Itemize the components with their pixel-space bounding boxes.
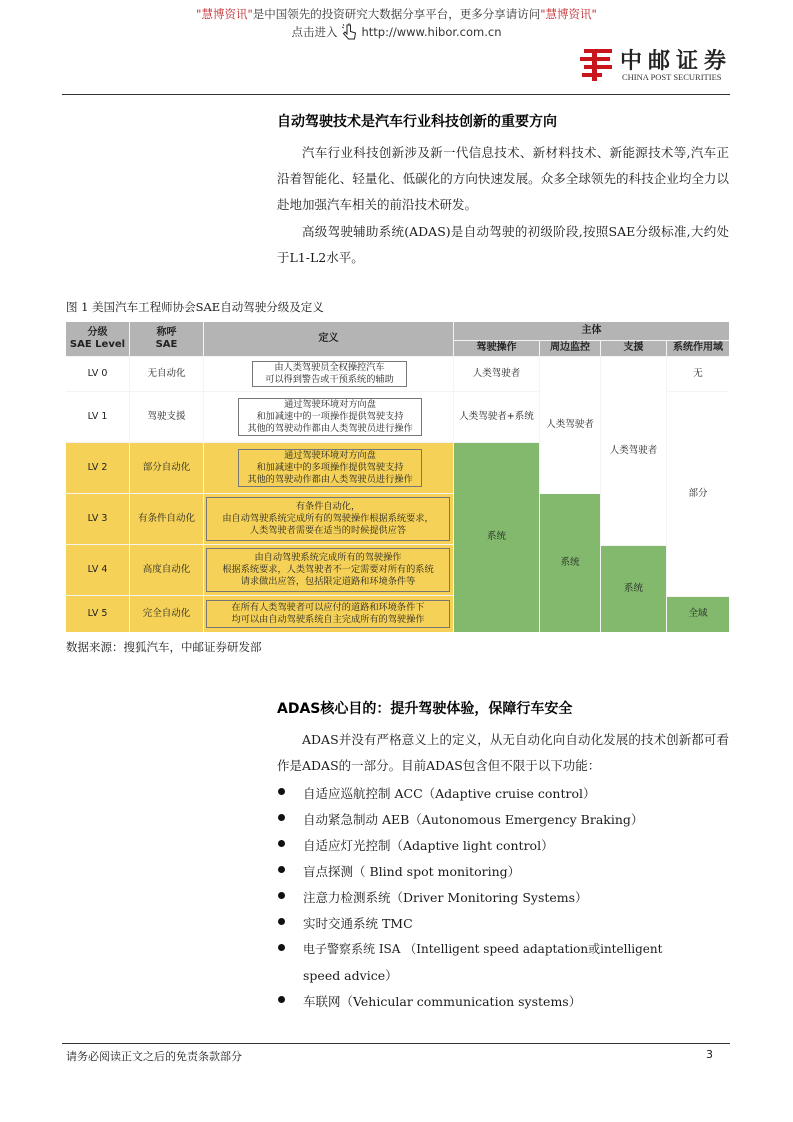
header-support: 支援 (601, 341, 666, 356)
section-body-2 (277, 727, 729, 779)
header-link-line[interactable] (0, 23, 793, 41)
name-cell: 高度自动化 (130, 545, 203, 595)
level-cell: LV 1 (66, 392, 129, 442)
bullet-dot (278, 944, 285, 951)
bullet-dot (278, 918, 285, 925)
bullet-item: 车联网（Vehicular communication systems） (303, 994, 582, 1009)
figure-caption: 图 1 美国汽车工程师协会SAE自动驾驶分级及定义 (66, 300, 324, 314)
definition-cell (204, 545, 453, 595)
definition-text: 有条件自动化， 由自动驾驶系统完成所有的驾驶操作根据系统要求， 人类驾驶者需要在适当的时候提供应答 (206, 497, 450, 541)
domain-none-cell: 无 (667, 357, 729, 391)
logo-chinese: 中邮证券 (620, 48, 733, 74)
definition-cell (204, 596, 453, 632)
header-divider (62, 94, 730, 95)
paragraph-1: 汽车行业科技创新涉及新一代信息技术、新材料技术、新能源技术等,汽车正沿着智能化、轻量化、低碳化的方向快速发展。众多全球领先的科技企业均全力以赴地加强汽车相关的前沿技术研发。 (277, 145, 729, 213)
sae-level-table (66, 322, 729, 632)
banner-text: 是中国领先的投资研究大数据分享平台，更多分享请访问 (252, 7, 541, 21)
name-cell: 完全自动化 (130, 596, 203, 632)
monitoring-human-cell: 人类驾驶者 (540, 357, 600, 494)
name-cell: 无自动化 (130, 357, 203, 391)
support-human-cell: 人类驾驶者 (601, 357, 666, 545)
domain-part-cell: 部分 (667, 392, 729, 596)
level-cell: LV 3 (66, 494, 129, 544)
name-cell: 部分自动化 (130, 443, 203, 493)
header-definition: 定义 (204, 322, 453, 356)
definition-text: 由自动驾驶系统完成所有的驾驶操作 根据系统要求，人类驾驶者不一定需要对所有的系统 请求做出应答，包括限定道路和环境条件等 (206, 548, 450, 592)
bullet-dot (278, 892, 285, 899)
definition-text: 在所有人类驾驶者可以应付的道路和环境条件下 均可以由自动驾驶系统自主完成所有的驾驶操作 (206, 600, 450, 628)
definition-cell (204, 392, 453, 442)
header-driving: 驾驶操作 (454, 341, 539, 356)
definition-cell (204, 357, 453, 391)
brand-name-2: "慧博资讯" (540, 7, 597, 21)
bullet-item: 实时交通系统 TMC (303, 916, 413, 931)
logo-english: CHINA POST SECURITIES (622, 72, 722, 82)
hand-pointer-icon (340, 23, 358, 41)
header-banner (0, 6, 793, 22)
name-cell: 有条件自动化 (130, 494, 203, 544)
definition-text: 由人类驾驶员全权操控汽车 可以得到警告或干预系统的辅助 (252, 361, 407, 387)
header-domain: 系统作用域 (667, 341, 729, 356)
section-title-adas: ADAS核心目的：提升驾驶体验，保障行车安全 (277, 701, 573, 717)
bullet-item-continued: speed advice） (303, 968, 398, 983)
bullet-item: 自适应巡航控制 ACC（Adaptive cruise control） (303, 786, 596, 801)
definition-cell (204, 494, 453, 544)
level-cell: LV 5 (66, 596, 129, 632)
site-url[interactable]: http://www.hibor.com.cn (361, 25, 502, 39)
driving-human-cell: 人类驾驶者 (454, 357, 539, 391)
section-body-1 (277, 140, 729, 271)
figure-source: 数据来源：搜狐汽车，中邮证券研发部 (66, 640, 262, 654)
header-level: 分级 SAE Level (66, 322, 129, 356)
bullet-dot (278, 840, 285, 847)
bullet-item: 自适应灯光控制（Adaptive light control） (303, 838, 554, 853)
bullet-item: 电子警察系统 ISA （Intelligent speed adaptation或intelligent (303, 942, 663, 956)
header-monitoring: 周边监控 (540, 341, 600, 356)
name-cell: 驾驶支援 (130, 392, 203, 442)
paragraph-adas: ADAS并没有严格意义上的定义，从无自动化向自动化发展的技术创新都可看作是ADAS的一部分。目前ADAS包含但不限于以下功能： (277, 732, 729, 774)
paragraph-2: 高级驾驶辅助系统(ADAS)是自动驾驶的初级阶段,按照SAE分级标准,大约处于L1-L2水平。 (277, 223, 729, 265)
monitoring-system-cell: 系统 (540, 494, 600, 632)
page-number: 3 (706, 1048, 713, 1061)
section-title-autonomous: 自动驾驶技术是汽车行业科技创新的重要方向 (277, 114, 557, 130)
bullet-item: 注意力检测系统（Driver Monitoring Systems） (303, 890, 588, 905)
definition-text: 通过驾驶环境对方向盘 和加减速中的多项操作提供驾驶支持 其他的驾驶动作都由人类驾驶员进行操作 (238, 449, 422, 487)
driving-mixed-cell: 人类驾驶者+系统 (454, 392, 539, 442)
enter-label: 点击进入 (291, 25, 338, 39)
level-cell: LV 4 (66, 545, 129, 595)
domain-full-cell: 全域 (667, 597, 729, 632)
header-subject: 主体 (454, 322, 729, 340)
bullet-item: 盲点探测（ Blind spot monitoring） (303, 864, 521, 879)
bullet-dot (278, 788, 285, 795)
definition-cell (204, 443, 453, 493)
bullet-dot (278, 866, 285, 873)
footer-divider (62, 1043, 730, 1044)
level-cell: LV 0 (66, 357, 129, 391)
bullet-dot (278, 996, 285, 1003)
definition-text: 通过驾驶环境对方向盘 和加减速中的一项操作提供驾驶支持 其他的驾驶动作都由人类驾驶员进行操作 (238, 398, 422, 436)
brand-name: "慧博资讯" (196, 7, 253, 21)
header-name: 称呼 SAE (130, 322, 203, 356)
bullet-dot (278, 814, 285, 821)
support-system-cell: 系统 (601, 546, 666, 632)
disclaimer-note: 请务必阅读正文之后的免责条款部分 (66, 1050, 242, 1063)
driving-system-cell: 系统 (454, 443, 539, 632)
bullet-item: 自动紧急制动 AEB（Autonomous Emergency Braking） (303, 812, 644, 827)
level-cell: LV 2 (66, 443, 129, 493)
china-post-logo-icon (578, 45, 616, 83)
